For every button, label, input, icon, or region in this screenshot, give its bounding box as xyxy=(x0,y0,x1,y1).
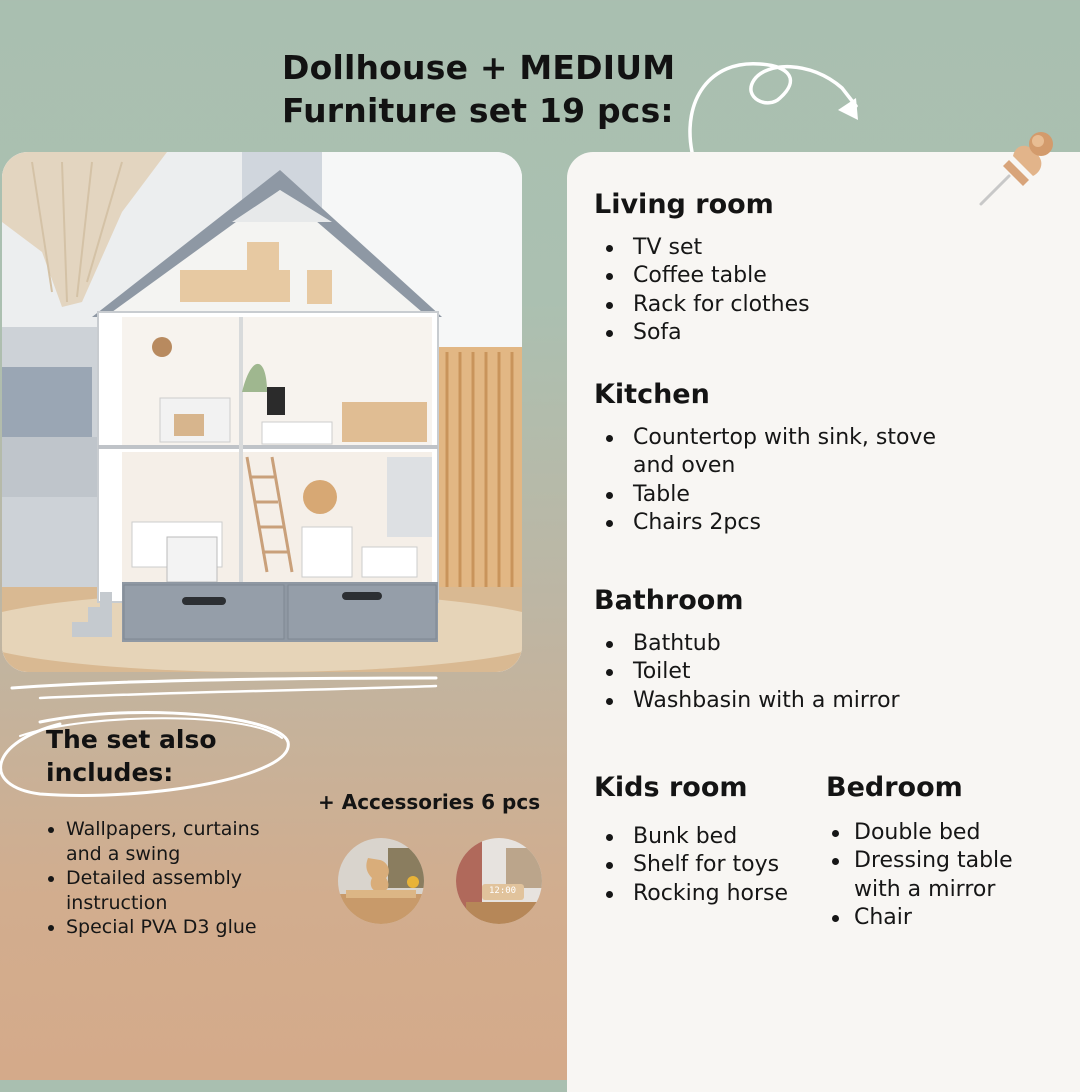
section-heading: Bathroom xyxy=(594,585,744,616)
list-item-continuation: with a mirror xyxy=(854,876,996,902)
list-item-continuation: instruction xyxy=(66,891,168,914)
list-item-continuation: and oven xyxy=(633,453,736,479)
list-item: TV set xyxy=(594,234,810,262)
section-heading: Living room xyxy=(594,189,774,220)
list-item: Washbasin with a mirror xyxy=(594,687,900,715)
list-item: Special PVA D3 glue xyxy=(46,915,260,940)
section-heading: Bedroom xyxy=(826,772,963,803)
page-title xyxy=(282,46,675,132)
list-item: Dressing table xyxy=(802,847,1013,875)
list-item: Coffee table xyxy=(594,262,810,290)
list-item-continuation: and a swing xyxy=(66,842,181,865)
section-living-room xyxy=(594,188,810,347)
accessory-thumbnail-lamp xyxy=(338,838,424,924)
also-includes-list xyxy=(46,817,260,940)
title-line-1: Dollhouse + MEDIUM xyxy=(282,48,676,87)
section-bathroom xyxy=(594,584,900,715)
also-heading-line-2: includes: xyxy=(46,758,174,787)
list-item: Detailed assembly xyxy=(46,866,260,891)
list-item: Double bed xyxy=(802,819,1013,847)
accessories-title: + Accessories 6 pcs xyxy=(318,790,541,814)
push-pin-icon xyxy=(975,122,1065,212)
list-item: Shelf for toys xyxy=(594,851,788,879)
list-item: Rack for clothes xyxy=(594,291,810,319)
list-item: Chair xyxy=(802,904,1013,932)
section-heading: Kitchen xyxy=(594,379,710,410)
title-line-2: Furniture set 19 pcs: xyxy=(282,91,674,130)
section-bedroom xyxy=(826,771,1013,932)
section-kids-room xyxy=(594,771,788,908)
list-item: Chairs 2pcs xyxy=(594,509,936,537)
list-item: Bathtub xyxy=(594,630,900,658)
also-heading-line-1: The set also xyxy=(46,725,217,754)
accessory-thumbnail-clock xyxy=(456,838,542,924)
section-kitchen xyxy=(594,378,936,537)
clock-display-text: 12:00 xyxy=(489,886,517,896)
curly-arrow-icon xyxy=(680,40,870,160)
section-heading: Kids room xyxy=(594,772,748,803)
list-item: Countertop with sink, stove xyxy=(594,424,936,452)
list-item: Bunk bed xyxy=(594,823,788,851)
list-item: Table xyxy=(594,481,936,509)
list-item: Wallpapers, curtains xyxy=(46,817,260,842)
list-item: Sofa xyxy=(594,319,810,347)
list-item: Rocking horse xyxy=(594,880,788,908)
also-includes-heading xyxy=(46,723,217,789)
list-item: Toilet xyxy=(594,658,900,686)
dollhouse-photo xyxy=(2,152,522,672)
